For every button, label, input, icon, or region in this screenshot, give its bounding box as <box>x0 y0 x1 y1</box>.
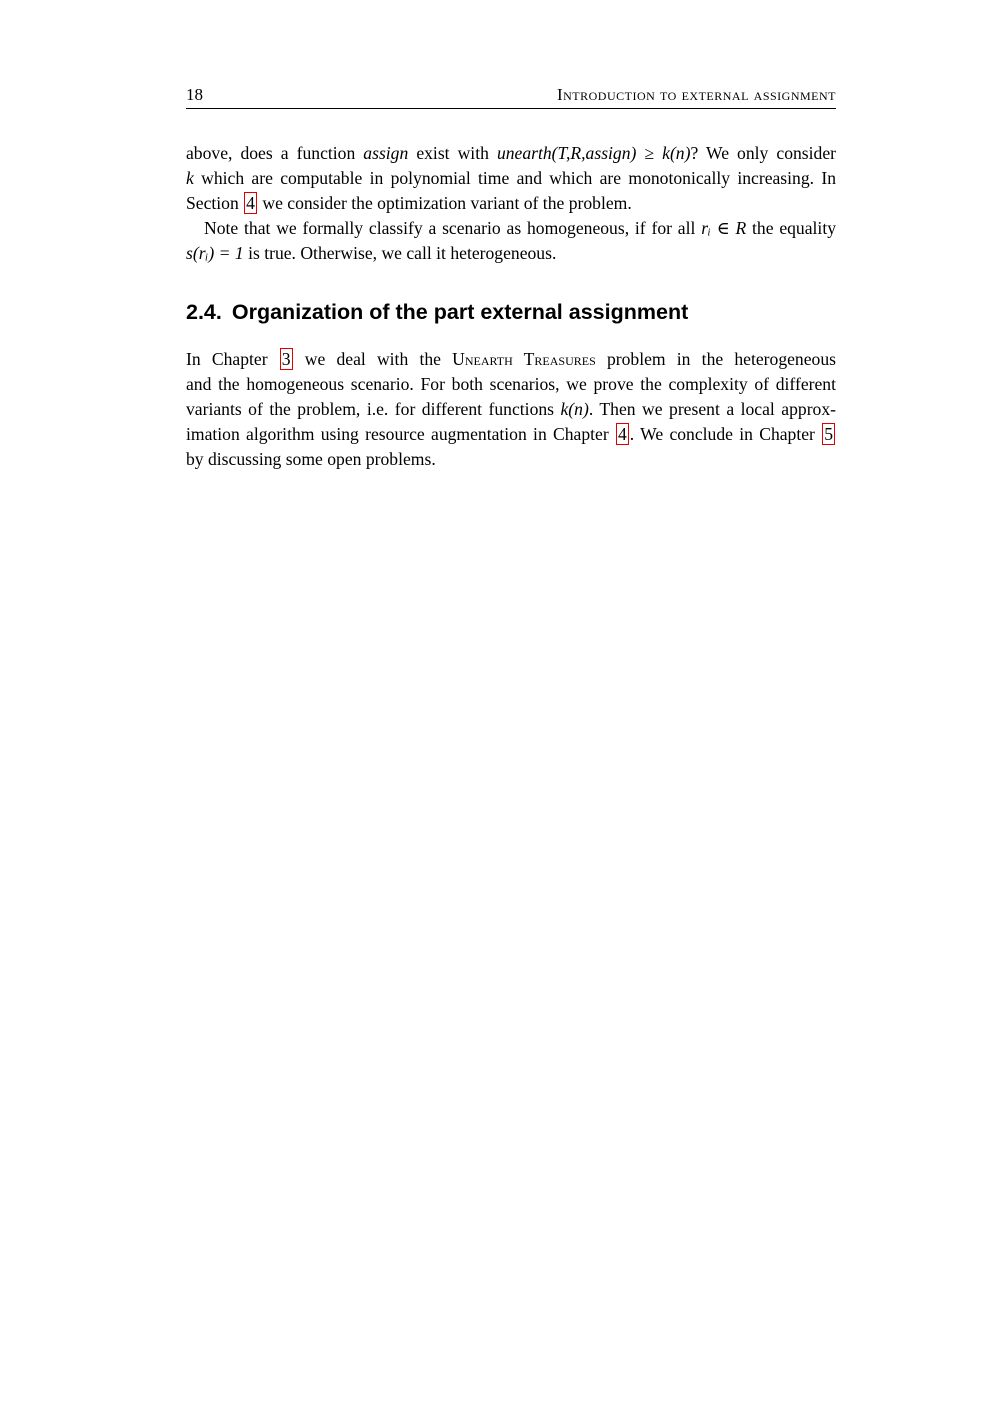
text-line: imation algorithm using resource augmentation in Chapter 4 . We conclude in Chapter 5 <box>186 424 833 444</box>
math-s-ri: s(rᵢ) = 1 <box>186 243 244 263</box>
math-k: k <box>186 168 194 188</box>
section-number: 2.4. <box>186 300 222 324</box>
text-line: above, does a function assign exist with unearth(T,R,assign) ≥ k(n)? We only consider <box>186 143 836 163</box>
text-line: variants of the problem, i.e. for different functions k(n). Then we present a local approx- <box>186 399 837 419</box>
section-title: Organization of the part external assignment <box>231 300 689 324</box>
text-line: k which are computable in polynomial time and which are monotonically increasing. In <box>186 168 836 188</box>
text-line: by discussing some open problems. <box>186 449 436 469</box>
paragraph-problem-statement <box>186 141 836 216</box>
page-number: 18 <box>186 85 203 104</box>
problem-name: Unearth Treasures <box>452 349 596 369</box>
running-title: Introduction to external assignment <box>556 85 836 104</box>
text-line: In Chapter 3 we deal with the Unearth Treasures problem in the heterogeneous <box>186 349 836 369</box>
paragraph-organization <box>186 347 836 472</box>
chapter-link[interactable]: 3 <box>281 349 291 369</box>
text-line: Section 4 we consider the optimization variant of the problem. <box>186 193 632 213</box>
running-header <box>186 84 836 109</box>
section-heading <box>186 300 688 325</box>
text-line: Note that we formally classify a scenario as homogeneous, if for all rᵢ ∈ R the equality <box>204 218 837 238</box>
section-link[interactable]: 4 <box>246 193 255 213</box>
math-ri-in-r: rᵢ ∈ R <box>701 218 747 238</box>
math-formula: unearth(T,R,assign) ≥ k(n) <box>496 143 691 163</box>
math-k-n: k(n) <box>560 399 589 419</box>
text-line: s(rᵢ) = 1 is true. Otherwise, we call it heterogeneous. <box>186 243 557 263</box>
text-line: and the homogeneous scenario. For both scenarios, we prove the complexity of different <box>186 374 836 394</box>
chapter-link[interactable]: 5 <box>824 424 833 444</box>
chapter-link[interactable]: 4 <box>618 424 627 444</box>
math-assign: assign <box>363 143 409 163</box>
paragraph-homogeneous-definition <box>186 216 836 266</box>
